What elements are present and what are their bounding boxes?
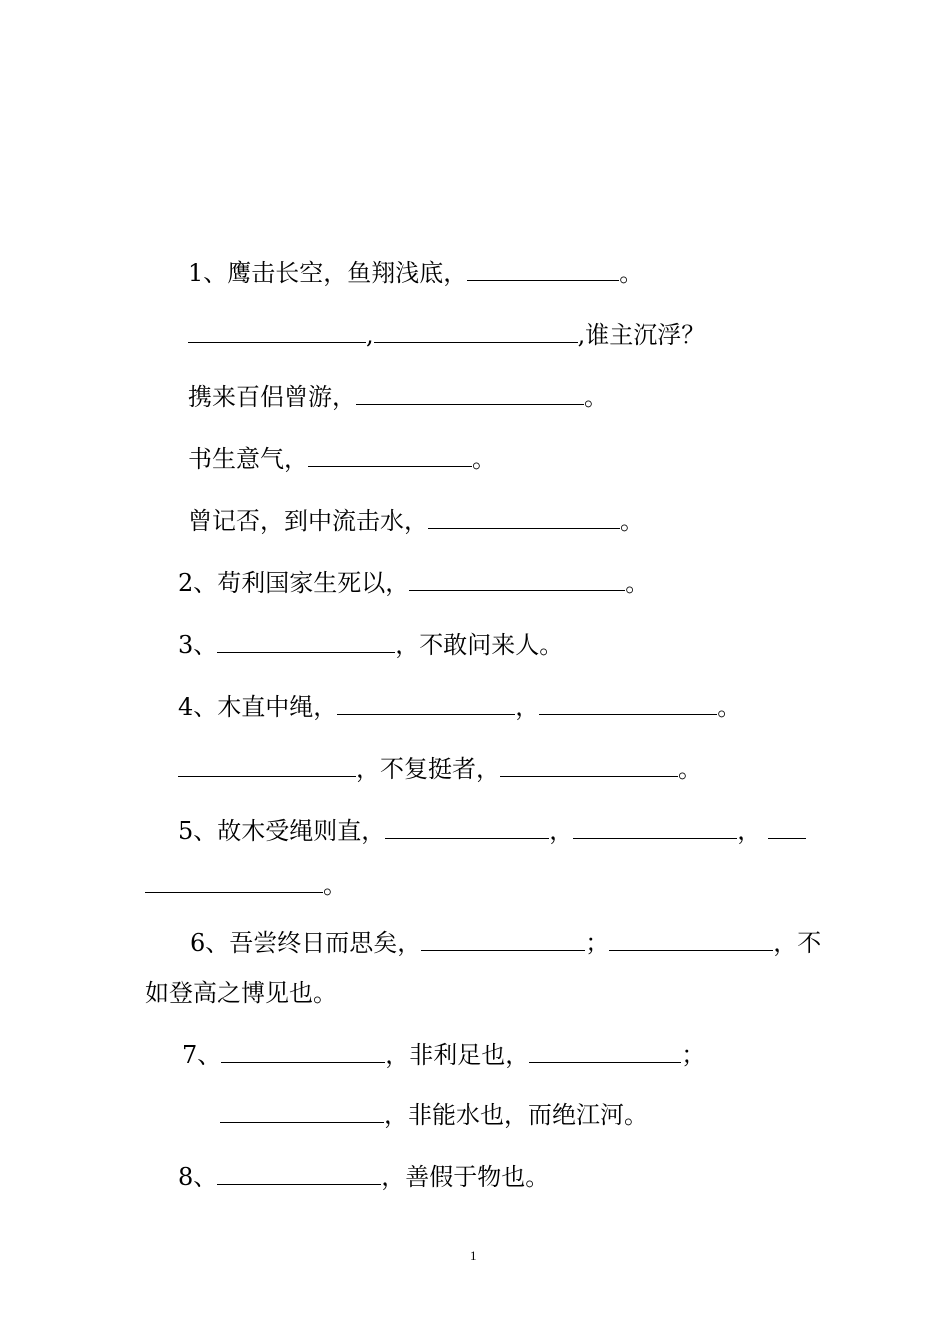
text-segment: 3、: [178, 631, 218, 659]
text-segment: ，不: [773, 929, 822, 957]
question-5-line-1-tail: [768, 816, 806, 846]
answer-blank[interactable]: [539, 694, 717, 715]
answer-blank[interactable]: [609, 930, 773, 951]
question-8-line: [178, 1162, 549, 1192]
answer-blank[interactable]: [188, 322, 366, 343]
text-segment: 。: [620, 507, 644, 535]
text-segment: 。: [584, 383, 608, 411]
text-segment: ，: [737, 817, 762, 845]
text-segment: ,谁主沉浮？: [577, 321, 706, 349]
question-5-line-2: [145, 870, 347, 900]
answer-blank[interactable]: [385, 818, 549, 839]
text-segment: 如登高之博见也。: [145, 979, 337, 1007]
question-2-line: [178, 568, 649, 598]
text-segment: 。: [323, 871, 347, 899]
text-segment: 6、吾尝终日而思矣，: [190, 929, 422, 957]
answer-blank[interactable]: [308, 446, 472, 467]
text-segment: 携来百侣曾游，: [188, 383, 356, 411]
question-1-line-5: [188, 506, 644, 536]
question-4-line-2: [178, 754, 702, 784]
answer-blank[interactable]: [220, 1102, 384, 1123]
text-segment: 书生意气，: [188, 445, 308, 473]
text-segment: ，不敢问来人。: [395, 631, 564, 659]
answer-blank[interactable]: [145, 872, 323, 893]
question-1-line-2: [188, 320, 705, 350]
answer-blank[interactable]: [217, 1164, 381, 1185]
text-segment: 2、苟利国家生死以，: [178, 569, 410, 597]
text-segment: 。: [678, 755, 702, 783]
answer-blank[interactable]: [356, 384, 584, 405]
text-segment: ，非能水也，而绝江河。: [384, 1101, 648, 1129]
text-segment: 1、鹰击长空，鱼翔浅底，: [188, 259, 468, 287]
question-6-line-2: [145, 978, 337, 1008]
answer-blank[interactable]: [421, 930, 585, 951]
answer-blank[interactable]: [428, 508, 620, 529]
answer-blank[interactable]: [374, 322, 578, 343]
question-1-line-3: [188, 382, 608, 412]
answer-blank[interactable]: [221, 1042, 385, 1063]
page-number: 1: [470, 1248, 477, 1263]
answer-blank[interactable]: [337, 694, 515, 715]
question-1-line-1: [188, 258, 643, 288]
question-1-line-4: [188, 444, 496, 474]
text-segment: 。: [717, 693, 742, 721]
question-6-line-1: [190, 928, 821, 958]
question-5-line-1: [178, 816, 761, 846]
text-segment: 。: [625, 569, 650, 597]
text-segment: 7、: [182, 1041, 222, 1069]
answer-blank[interactable]: [573, 818, 737, 839]
text-segment: 5、故木受绳则直，: [178, 817, 386, 845]
text-segment: 4、木直中绳，: [178, 693, 338, 721]
question-3-line: [178, 630, 563, 660]
text-segment: ,: [366, 321, 374, 349]
answer-blank[interactable]: [409, 570, 625, 591]
text-segment: 。: [472, 445, 496, 473]
answer-blank[interactable]: [467, 260, 619, 281]
text-segment: ，不复挺者，: [356, 755, 500, 783]
question-7-line-1: [182, 1040, 705, 1070]
text-segment: ，: [515, 693, 540, 721]
answer-blank[interactable]: [529, 1042, 681, 1063]
question-4-line-1: [178, 692, 741, 722]
answer-blank[interactable]: [178, 756, 356, 777]
text-segment: ；: [681, 1041, 706, 1069]
text-segment: 8、: [178, 1163, 218, 1191]
text-segment: 。: [619, 259, 644, 287]
text-segment: ，: [549, 817, 574, 845]
text-segment: 曾记否，到中流击水，: [188, 507, 428, 535]
text-segment: ；: [585, 929, 610, 957]
text-segment: ，非利足也，: [385, 1041, 530, 1069]
question-7-line-2: [220, 1100, 648, 1130]
answer-blank[interactable]: [217, 632, 395, 653]
text-segment: ，善假于物也。: [381, 1163, 550, 1191]
answer-blank[interactable]: [500, 756, 678, 777]
answer-blank[interactable]: [768, 818, 806, 839]
